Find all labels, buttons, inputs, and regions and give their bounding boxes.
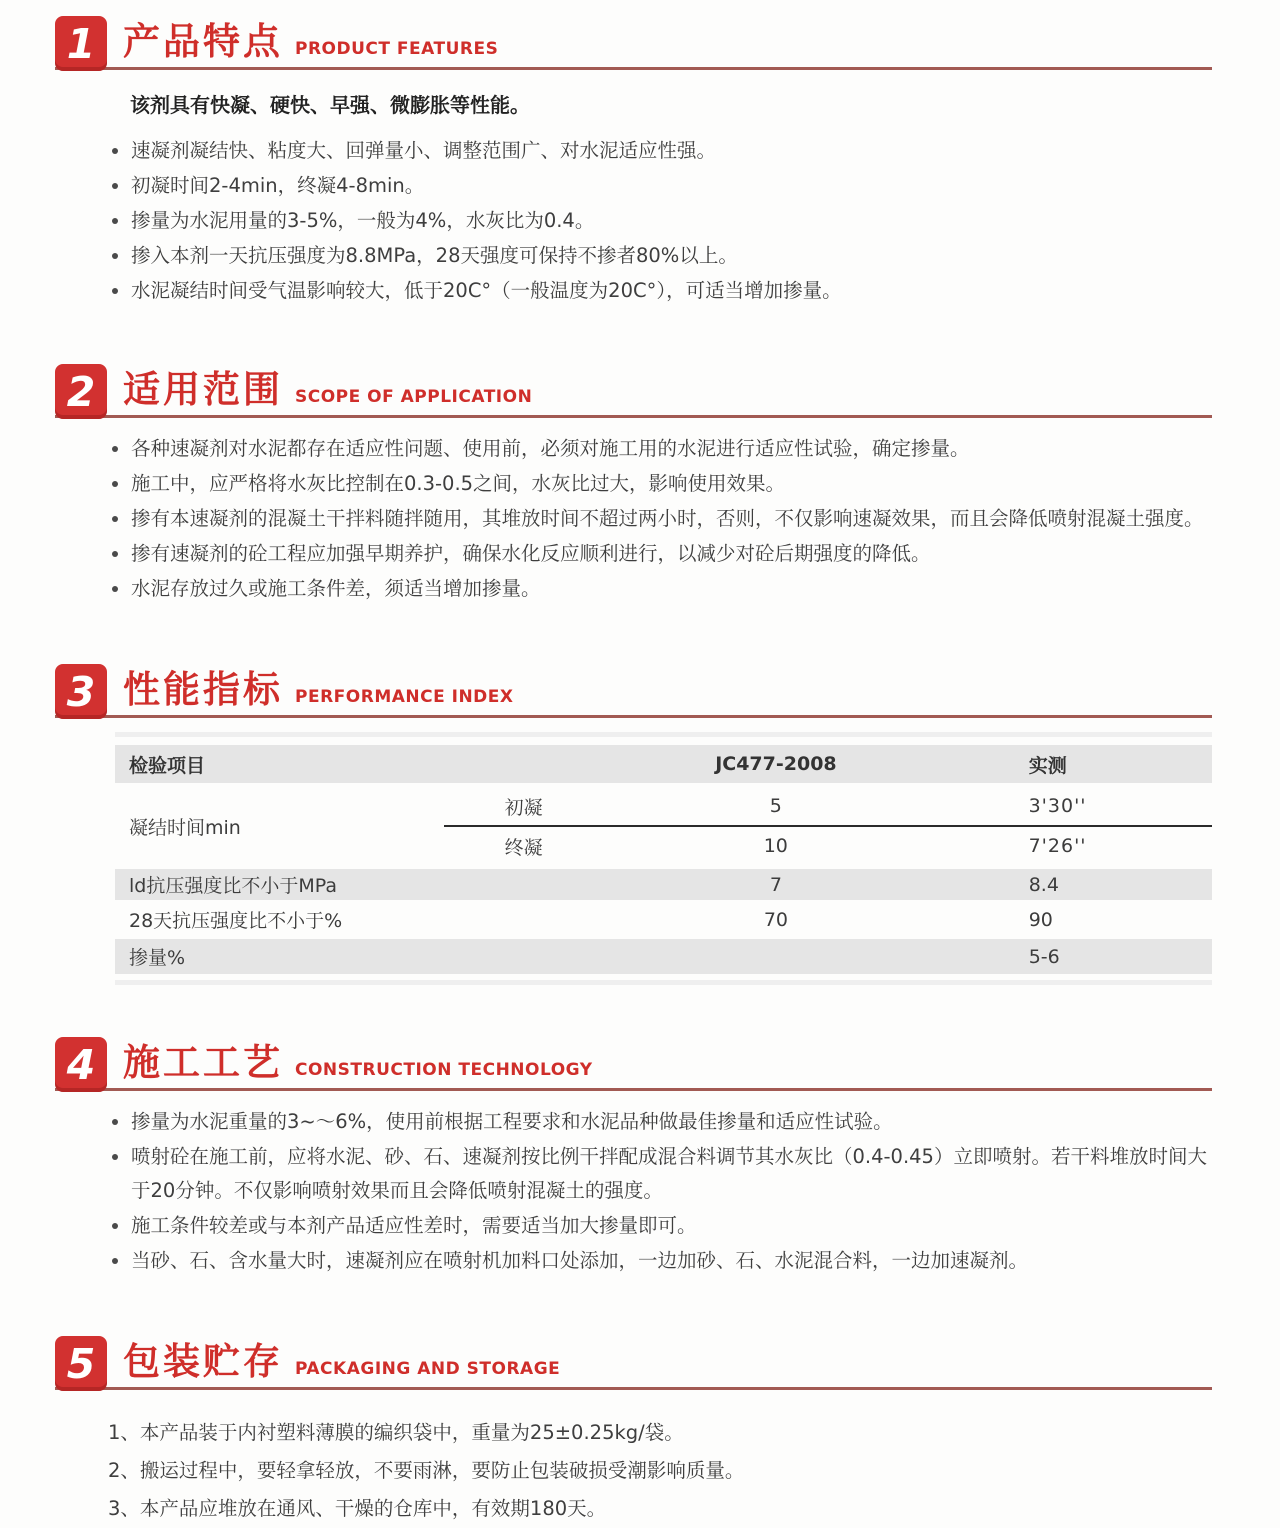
table-row-28d-strength	[115, 904, 1212, 935]
section-4-number: 4	[66, 1040, 96, 1089]
section-1-number-badge	[55, 16, 107, 71]
table-subrow-initial-set	[444, 787, 1212, 827]
list-item: 当砂、石、含水量大时，速凝剂应在喷射机加料口处添加，一边加砂、石、水泥混合料，一边加速凝剂。	[106, 1244, 1214, 1278]
subrow-measured-value: 7'26''	[1028, 835, 1087, 857]
section-3-subtitle: PERFORMANCE INDEX	[295, 687, 514, 707]
performance-table	[115, 732, 1212, 985]
section-product-features	[0, 16, 1280, 308]
table-subrow-final-set	[444, 827, 1212, 865]
subrow-standard-value: 5	[769, 795, 782, 817]
list-item: 1、本产品装于内衬塑料薄膜的编织袋中，重量为25±0.25kg/袋。	[108, 1421, 684, 1444]
list-item: 掺量为水泥重量的3~～6%，使用前根据工程要求和水泥品种做最佳掺量和适应性试验。	[106, 1105, 1214, 1139]
table-header-item: 检验项目	[129, 754, 206, 777]
scope-bullet-list	[106, 432, 1214, 606]
list-item: 初凝时间2-4min，终凝4-8min。	[106, 169, 1214, 203]
list-item: 掺有本速凝剂的混凝土干拌料随拌随用，其堆放时间不超过两小时，否则，不仅影响速凝效果，而且会降低喷射混凝土强度。	[106, 502, 1214, 536]
section-construction-technology	[0, 1037, 1280, 1278]
section-1-subtitle: PRODUCT FEATURES	[295, 39, 499, 59]
row-measured-value: 5-6	[1028, 945, 1060, 968]
section-5-number: 5	[66, 1339, 96, 1388]
construction-bullet-list	[106, 1105, 1214, 1278]
row-label: 28天抗压强度比不小于%	[129, 910, 343, 932]
table-row-1d-strength	[115, 869, 1212, 900]
section-3-title: 性能指标	[123, 668, 283, 711]
section-scope-of-application	[0, 364, 1280, 606]
section-4-header	[55, 1037, 1212, 1091]
section-3-number: 3	[66, 667, 96, 716]
section-4-number-badge	[55, 1037, 107, 1092]
subrow-label: 终凝	[504, 836, 543, 859]
section-3-number-badge	[55, 664, 107, 719]
row-measured-value: 8.4	[1028, 873, 1059, 896]
section-2-number: 2	[66, 367, 96, 416]
section-2-header	[55, 364, 1212, 418]
list-item: 2、搬运过程中，要轻拿轻放，不要雨淋，要防止包装破损受潮影响质量。	[108, 1459, 745, 1482]
table-row-dosage	[115, 939, 1212, 974]
table-top-divider	[115, 732, 1212, 737]
list-item: 施工条件较差或与本剂产品适应性差时，需要适当加大掺量即可。	[106, 1209, 1214, 1243]
section-1-header	[55, 16, 1212, 70]
section-2-title: 适用范围	[123, 368, 283, 411]
table-header-measured: 实测	[1028, 754, 1067, 777]
row-label: 掺量%	[129, 947, 186, 969]
subrow-standard-value: 10	[763, 835, 788, 857]
section-5-title: 包装贮存	[123, 1340, 283, 1383]
section-performance-index	[0, 664, 1280, 985]
setting-time-label: 凝结时间min	[129, 816, 241, 839]
section-5-subtitle: PACKAGING AND STORAGE	[295, 1359, 561, 1379]
section-packaging-storage	[0, 1336, 1280, 1527]
row-label: ld抗压强度比不小于MPa	[129, 875, 337, 897]
packaging-item-list	[108, 1414, 1214, 1527]
section-1-number: 1	[66, 19, 96, 68]
section-2-subtitle: SCOPE OF APPLICATION	[295, 387, 533, 407]
list-item: 水泥凝结时间受气温影响较大，低于20C°（一般温度为20C°），可适当增加掺量。	[106, 274, 1214, 308]
features-intro-line: 该剂具有快凝、硬快、早强、微膨胀等性能。	[130, 93, 530, 117]
list-item: 施工中，应严格将水灰比控制在0.3-0.5之间，水灰比过大，影响使用效果。	[106, 467, 1214, 501]
table-header-standard: JC477-2008	[715, 753, 837, 775]
list-item: 掺入本剂一天抗压强度为8.8MPa，28天强度可保持不掺者80%以上。	[106, 239, 1214, 273]
section-2-number-badge	[55, 364, 107, 419]
section-1-title: 产品特点	[123, 20, 283, 63]
row-measured-value: 90	[1028, 908, 1053, 931]
list-item: 水泥存放过久或施工条件差，须适当增加掺量。	[106, 572, 1214, 606]
setting-time-subrows	[444, 787, 1212, 865]
subrow-measured-value: 3'30''	[1028, 795, 1087, 817]
list-item: 各种速凝剂对水泥都存在适应性问题、使用前，必须对施工用的水泥进行适应性试验，确定掺量。	[106, 432, 1214, 466]
table-row-setting-time	[115, 787, 1212, 865]
section-4-title: 施工工艺	[123, 1041, 283, 1084]
list-item: 掺量为水泥用量的3-5%，一般为4%，水灰比为0.4。	[106, 204, 1214, 238]
section-5-number-badge	[55, 1336, 107, 1391]
section-5-header	[55, 1336, 1212, 1390]
list-item: 速凝剂凝结快、粘度大、回弹量小、调整范围广、对水泥适应性强。	[106, 134, 1214, 168]
section-4-subtitle: CONSTRUCTION TECHNOLOGY	[295, 1060, 593, 1080]
features-bullet-list	[106, 134, 1214, 308]
table-bottom-divider	[115, 980, 1212, 985]
row-standard-value: 70	[763, 908, 789, 931]
list-item: 3、本产品应堆放在通风、干燥的仓库中，有效期180天。	[108, 1497, 607, 1520]
row-standard-value: 7	[769, 873, 782, 896]
table-header-row	[115, 745, 1212, 783]
list-item: 掺有速凝剂的砼工程应加强早期养护，确保水化反应顺利进行，以减少对砼后期强度的降低。	[106, 537, 1214, 571]
section-3-header	[55, 664, 1212, 718]
list-item: 喷射砼在施工前，应将水泥、砂、石、速凝剂按比例干拌配成混合料调节其水灰比（0.4-0.45）立即喷射。若干料堆放时间大于20分钟。不仅影响喷射效果而且会降低喷射混凝土的强度。	[106, 1140, 1214, 1208]
subrow-label: 初凝	[504, 796, 543, 819]
